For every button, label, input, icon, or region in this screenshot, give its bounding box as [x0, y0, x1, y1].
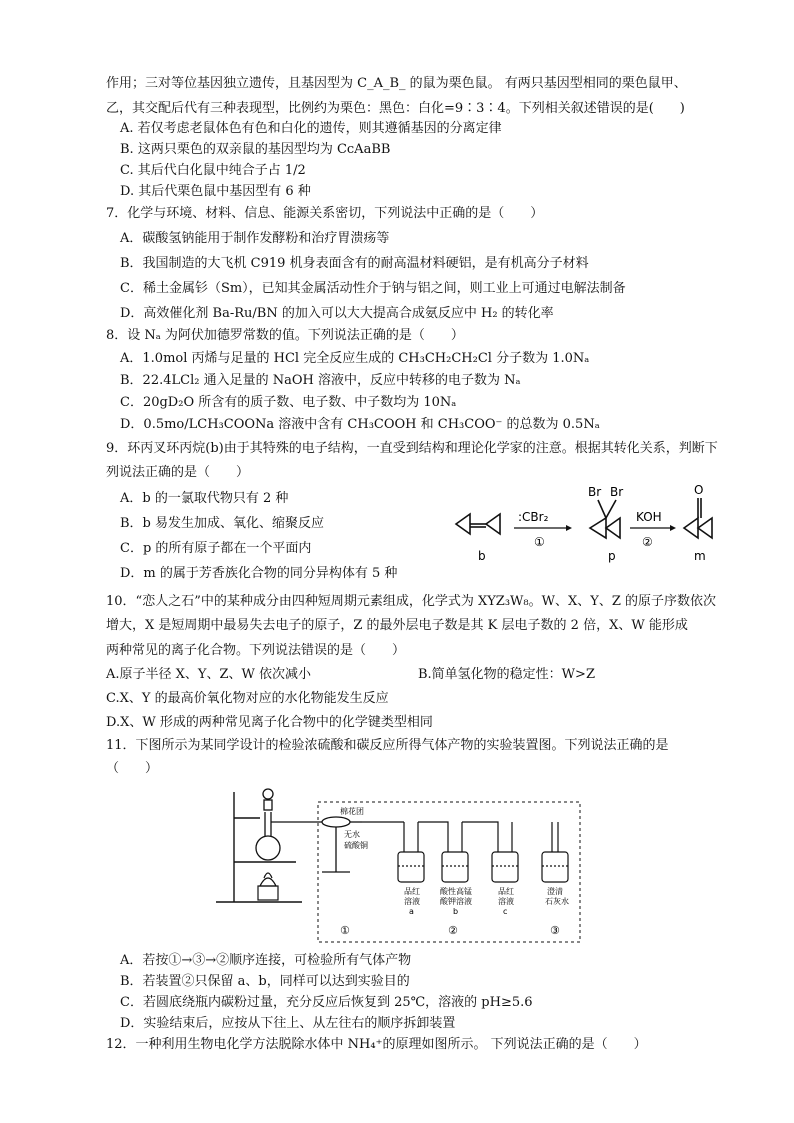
bottle-a-label-1: 品红: [404, 887, 420, 896]
q9-reaction-scheme: [448, 476, 723, 576]
bottle-b: [442, 852, 468, 882]
bromine-label-2: Br: [610, 485, 624, 499]
q7-option-c: C．稀土金属钐（Sm），已知其金属活动性介于钠与铝之间，则工业上可通过电解法制备: [120, 281, 626, 296]
q8-option-c: C．20gD₂O 所含有的质子数、电子数、中子数均为 10Nₐ: [120, 395, 457, 410]
q10-stem-line1: 10．“恋人之石”中的某种成分由四种短周期元素组成，化学式为 XYZ₃W₈。W、X、Y、Z 的原子序数依次: [106, 594, 716, 609]
round-bottom-flask: [256, 789, 296, 860]
q11-option-a: A．若按①→③→②顺序连接，可检验所有气体产物: [120, 953, 412, 968]
apparatus-mark-2: ②: [448, 924, 458, 937]
q10-option-a: A.原子半径 X、Y、Z、W 依次减小: [106, 667, 312, 682]
bottle-a-letter: a: [409, 907, 414, 916]
step-1-label: ①: [534, 535, 545, 549]
bottle-d-label-2: 石灰水: [545, 897, 569, 906]
apparatus-mark-1: ①: [340, 924, 350, 937]
q6-option-b: B. 这两只栗色的双亲鼠的基因型均为 CcAaBB: [120, 142, 391, 157]
q9-option-a: A．b 的一氯取代物只有 2 种: [120, 491, 289, 506]
molecule-b: [456, 514, 500, 534]
q11-option-c: C．若圆底绕瓶内碳粉过量，充分反应后恢复到 25℃，溶液的 pH≥5.6: [120, 995, 533, 1010]
q11-stem-line2: （ ）: [106, 761, 159, 776]
q10-option-c: C.X、Y 的最高价氧化物对应的水化物能发生反应: [106, 691, 389, 706]
label-m: m: [694, 549, 706, 563]
bottle-a-label-2: 溶液: [404, 897, 420, 906]
q12-stem: 12．一种利用生物电化学方法脱除水体中 NH₄⁺的原理如图所示。 下列说法正确的是（ ）: [106, 1037, 647, 1052]
connecting-tubes: [362, 822, 512, 852]
bottle-c: [492, 852, 518, 882]
q7-stem: 7．化学与环境、材料、信息、能源关系密切，下列说法中正确的是（ ）: [106, 206, 544, 221]
q7-option-b: B．我国制造的大飞机 C919 机身表面含有的耐高温材料硬铝，是有机高分子材料: [120, 256, 589, 271]
apparatus-mark-3: ③: [550, 924, 560, 937]
bottle-b-label-2: 酸钾溶液: [440, 897, 472, 906]
q11-option-d: D．实验结束后，应按从下往上、从左往右的顺序拆卸装置: [120, 1016, 456, 1031]
q11-stem-line1: 11．下图所示为某同学设计的检验浓硫酸和碳反应所得气体产物的实验装置图。下列说法正确的是: [106, 738, 669, 753]
label-p: p: [608, 549, 616, 563]
bottle-c-label-1: 品红: [498, 887, 514, 896]
bottle-d-label-1: 澄清: [547, 887, 563, 896]
molecule-p: [590, 500, 620, 538]
q11-option-b: B．若装置②只保留 a、b，同样可以达到实验目的: [120, 974, 410, 989]
q9-option-c: C．p 的所有原子都在一个平面内: [120, 541, 312, 556]
reaction-arrow-2: [630, 525, 676, 531]
label-b: b: [478, 549, 486, 563]
q10-option-b: B.简单氢化物的稳定性：W>Z: [418, 667, 595, 682]
q7-option-d: D．高效催化剂 Ba-Ru/BN 的加入可以大大提高合成氨反应中 H₂ 的转化率: [120, 306, 554, 321]
cotton-label: 棉花团: [340, 807, 364, 816]
q7-option-a: A．碳酸氢钠能用于制作发酵粉和治疗胃溃疡等: [120, 231, 390, 246]
dashed-frame: [318, 802, 580, 942]
q6-stem-line2: 乙，其交配后代有三种表现型，比例约为栗色：黑色：白化=9∶3∶4。下列相关叙述错误的是( ): [106, 101, 685, 116]
reagent-cbr2: :CBr₂: [518, 510, 549, 524]
reaction-arrow-1: [514, 525, 572, 531]
q6-stem-line1: 作用；三对等位基因独立遗传，且基因型为 C_A_B_ 的鼠为栗色鼠。 有两只基因型相同的栗色鼠甲、: [106, 76, 687, 91]
q9-stem-line2: 列说法正确的是（ ）: [106, 465, 250, 480]
q10-stem-line3: 两种常见的离子化合物。下列说法错误的是（ ）: [106, 643, 406, 658]
q10-option-d: D.X、W 形成的两种常见离子化合物中的化学键类型相同: [106, 715, 433, 730]
cuso4-label-2: 硫酸铜: [344, 841, 368, 850]
molecule-m: [684, 498, 712, 538]
q8-option-a: A．1.0mol 丙烯与足量的 HCl 完全反应生成的 CH₃CH₂CH₂Cl 分子数为 1.0Nₐ: [120, 351, 590, 366]
bottle-b-letter: b: [453, 907, 459, 916]
q8-option-b: B．22.4LCl₂ 通入足量的 NaOH 溶液中，反应中转移的电子数为 Nₐ: [120, 373, 521, 388]
bottle-c-letter: c: [503, 907, 508, 916]
q6-option-a: A. 若仅考虑老鼠体色有色和白化的遗传，则其遵循基因的分离定律: [120, 121, 502, 136]
q6-option-d: D. 其后代栗色鼠中基因型有 6 种: [120, 184, 311, 199]
q8-option-d: D．0.5mo/LCH₃COONa 溶液中含有 CH₃COOH 和 CH₃COO⁻ 的总数为 0.5Nₐ: [120, 417, 600, 432]
bottle-b-label-1: 酸性高锰: [440, 887, 472, 896]
cuso4-label-1: 无水: [344, 830, 360, 839]
q10-stem-line2: 增大，X 是短周期中最易失去电子的原子，Z 的最外层电子数是其 K 层电子数的 2 倍，X、W 能形成: [106, 618, 688, 633]
bottle-a: [398, 852, 424, 882]
q11-apparatus-diagram: [212, 782, 584, 944]
q8-stem: 8．设 Nₐ 为阿伏加德罗常数的值。下列说法正确的是（ ）: [106, 328, 464, 343]
oxygen-label: O: [694, 483, 704, 497]
q9-option-d: D．m 的属于芳香族化合物的同分异构体有 5 种: [120, 566, 398, 581]
q6-option-c: C. 其后代白化鼠中纯合子占 1/2: [120, 163, 306, 178]
bottle-d: [542, 822, 568, 882]
q9-option-b: B．b 易发生加成、氧化、缩聚反应: [120, 516, 325, 531]
bromine-label-1: Br: [588, 485, 602, 499]
step-2-label: ②: [642, 535, 653, 549]
q9-stem-line1: 9．环丙叉环丙烷(b)由于其特殊的电子结构，一直受到结构和理论化学家的注意。根据其转化关系，判断下: [106, 441, 718, 456]
alcohol-lamp: [258, 873, 278, 900]
bottle-c-label-2: 溶液: [498, 897, 514, 906]
reagent-koh: KOH: [636, 510, 662, 524]
